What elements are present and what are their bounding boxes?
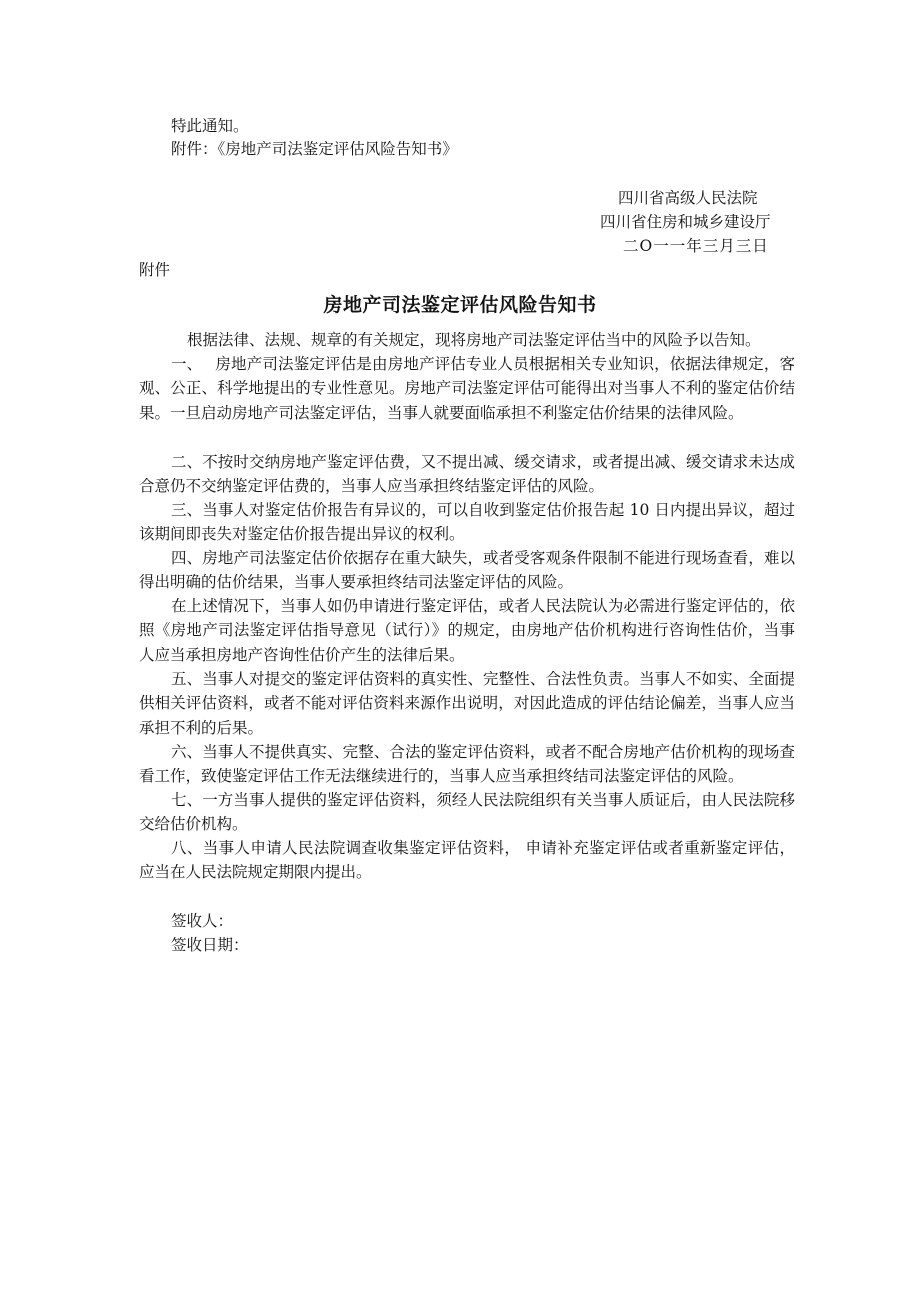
signature-org-housing: 四川省住房和城乡建设厅: [600, 213, 771, 231]
document-title: 房地产司法鉴定评估风险告知书: [323, 294, 597, 316]
item-5-paragraph: 五、当事人对提交的鉴定评估资料的真实性、完整性、合法性负责。当事人不如实、全面提供相关评估资料，或者不能对评估资料来源作出说明，对因此造成的评估结论偏差，当事人应当承担不利的后果。: [139, 670, 795, 737]
receipt-date-label: 签收日期：: [171, 936, 249, 954]
intro-paragraph: 根据法律、法规、规章的有关规定，现将房地产司法鉴定评估当中的风险予以告知。: [187, 331, 761, 349]
item-1-paragraph: 一、 房地产司法鉴定评估是由房地产评估专业人员根据相关专业知识，依据法律规定，客观、公正、科学地提出的专业性意见。房地产司法鉴定评估可能得出对当事人不利的鉴定估价结果。一旦启动房地产司法鉴定评估，当事人就要面临承担不利鉴定估价结果的法律风险。: [139, 355, 795, 422]
item-4-paragraph: 四、房地产司法鉴定估价依据存在重大缺失，或者受客观条件限制不能进行现场查看，难以得出明确的估价结果，当事人要承担终结司法鉴定评估的风险。: [139, 549, 795, 592]
item-8-paragraph: 八、当事人申请人民法院调查收集鉴定评估资料， 申请补充鉴定评估或者重新鉴定评估，应当在人民法院规定期限内提出。: [139, 839, 795, 882]
item-2-paragraph: 二、不按时交纳房地产鉴定评估费，又不提出减、缓交请求，或者提出减、缓交请求未达成合意仍不交纳鉴定评估费的，当事人应当承担终结鉴定评估的风险。: [139, 453, 795, 496]
item-7-paragraph: 七、一方当事人提供的鉴定评估资料，须经人民法院组织有关当事人质证后，由人民法院移交给估价机构。: [139, 791, 795, 834]
supplement-paragraph: 在上述情况下，当事人如仍申请进行鉴定评估，或者人民法院认为必需进行鉴定评估的，依照《房地产司法鉴定评估指导意见（试行）》的规定，由房地产估价机构进行咨询性估价，当事人应当承担房地产咨询性估价产生的法律后果。: [139, 597, 795, 664]
item-6-paragraph: 六、当事人不提供真实、完整、合法的鉴定评估资料，或者不配合房地产估价机构的现场查看工作，致使鉴定评估工作无法继续进行的，当事人应当承担终结司法鉴定评估的风险。: [139, 743, 795, 786]
attachment-reference: 附件：《房地产司法鉴定评估风险告知书》: [171, 140, 458, 158]
attachment-label: 附件: [139, 261, 171, 279]
item-3-paragraph: 三、当事人对鉴定估价报告有异议的，可以自收到鉴定估价报告起 10 日内提出异议，超过该期间即丧失对鉴定估价报告提出异议的权利。: [139, 501, 795, 544]
signature-org-court: 四川省高级人民法院: [618, 189, 758, 207]
signer-label: 签收人：: [171, 912, 234, 930]
signature-date: 二O一一年三月三日: [623, 237, 769, 255]
notice-end: 特此通知。: [171, 117, 249, 135]
